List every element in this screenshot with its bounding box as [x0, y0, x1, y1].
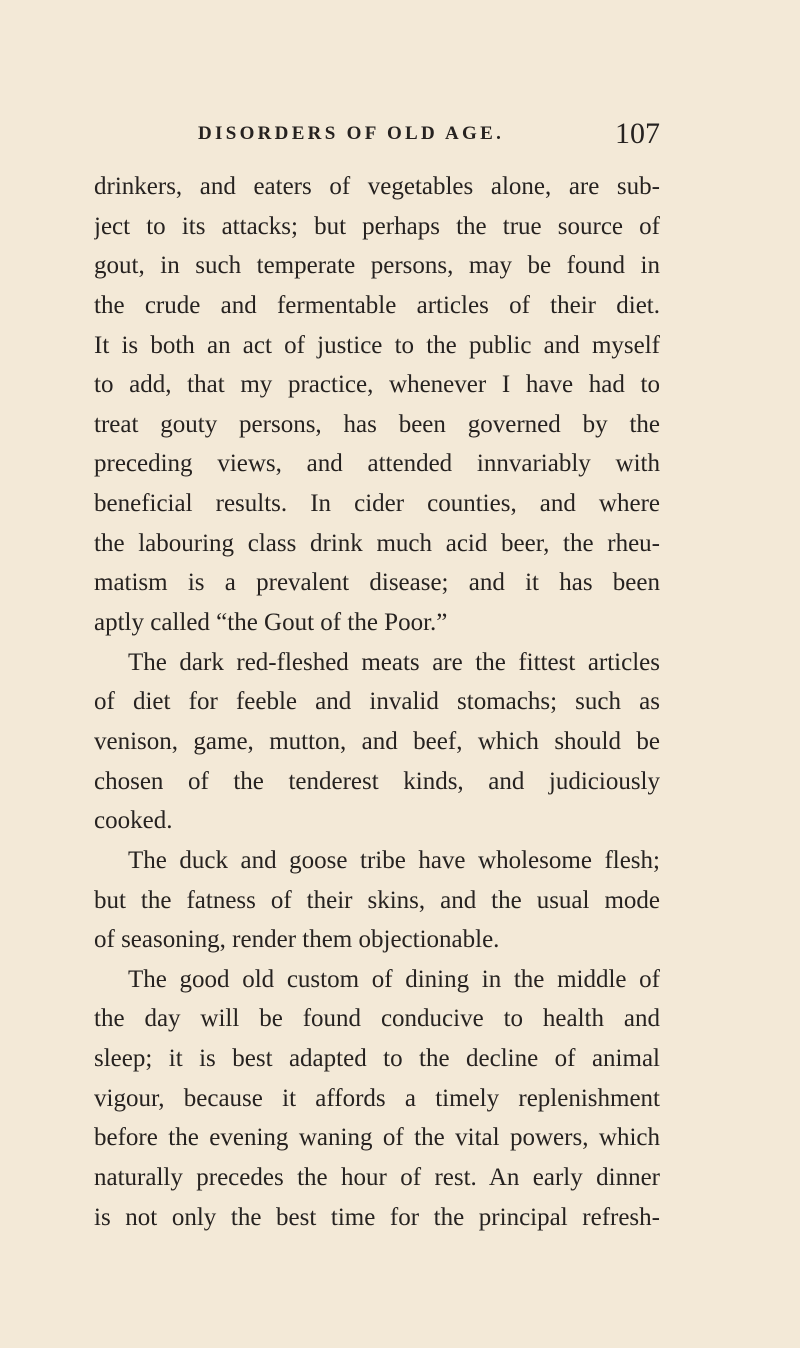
text-line: cooked.	[94, 807, 173, 835]
text-line: naturally precedes the hour of rest. An early dinner	[94, 1164, 660, 1192]
text-line: drinkers, and eaters of vegetables alone, are sub-	[94, 173, 660, 200]
text-line: beneficial results. In cider counties, and where	[94, 490, 660, 518]
text-line: the day will be found conducive to health and	[94, 1005, 660, 1033]
text-line: The duck and goose tribe have wholesome flesh;	[128, 846, 660, 874]
text-line: is not only the best time for the principal refresh-	[94, 1203, 660, 1231]
text-line: ject to its attacks; but perhaps the true source of	[94, 212, 660, 240]
text-line: aptly called “the Gout of the Poor.”	[94, 609, 448, 637]
text-line: of diet for feeble and invalid stomachs; such as	[94, 688, 660, 716]
text-line: matism is a prevalent disease; and it has been	[94, 569, 660, 597]
text-line: of seasoning, render them objectionable.	[94, 926, 500, 954]
text-line: vigour, because it affords a timely replenishment	[94, 1084, 660, 1112]
text-line: The good old custom of dining in the middle of	[128, 965, 660, 993]
text-line: the labouring class drink much acid beer, the rheu-	[94, 529, 660, 557]
page-header	[198, 116, 660, 152]
text-line: the crude and fermentable articles of their diet.	[94, 291, 660, 319]
text-line: before the evening waning of the vital powers, which	[94, 1124, 660, 1152]
page-number: 107	[615, 117, 660, 150]
running-head: DISORDERS OF OLD AGE.	[198, 123, 505, 144]
text-line: venison, game, mutton, and beef, which should be	[94, 727, 660, 755]
text-line: chosen of the tenderest kinds, and judiciously	[94, 767, 660, 795]
text-line: treat gouty persons, has been governed by the	[94, 410, 660, 438]
text-line: The dark red-fleshed meats are the fittest articles	[128, 648, 660, 676]
text-line: preceding views, and attended innvariably with	[94, 450, 660, 478]
text-line: but the fatness of their skins, and the usual mode	[94, 886, 660, 914]
text-line: to add, that my practice, whenever I have had to	[94, 371, 660, 399]
text-line: sleep; it is best adapted to the decline of animal	[94, 1045, 660, 1073]
body-text	[94, 167, 660, 1237]
text-line: gout, in such temperate persons, may be found in	[94, 252, 660, 280]
text-line: It is both an act of justice to the public and myself	[94, 331, 660, 359]
